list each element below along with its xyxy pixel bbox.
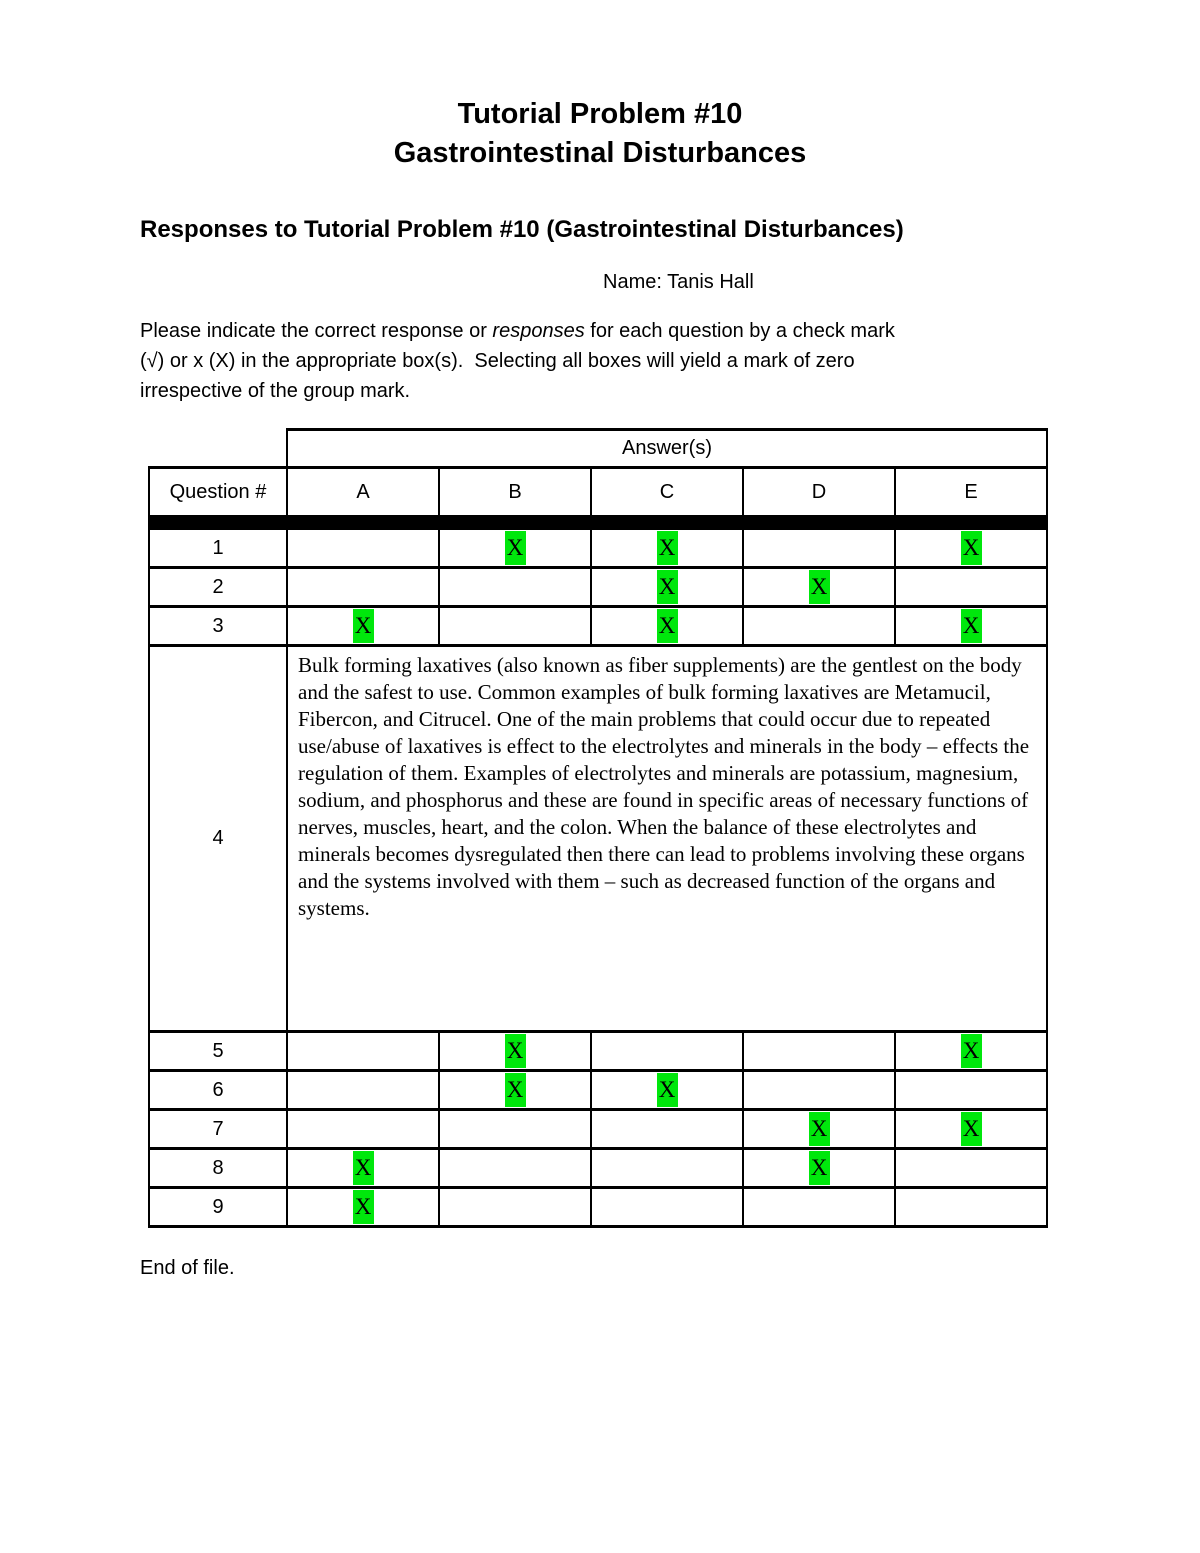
answer-cell-2-c <box>591 568 743 607</box>
title-line-1: Tutorial Problem #10 <box>457 98 743 130</box>
x-mark: X <box>657 609 678 643</box>
answer-cell-5-b <box>439 1032 591 1071</box>
answer-cell-9-e <box>895 1188 1047 1227</box>
instructions-line-3: irrespective of the group mark. <box>140 380 411 402</box>
column-header-e: E <box>895 468 1047 517</box>
answer-cell-6-b <box>439 1071 591 1110</box>
answer-cell-9-b <box>439 1188 591 1227</box>
answer-cell-1-a <box>287 529 439 568</box>
question-number-cell: 5 <box>149 1032 287 1071</box>
question-number-cell: 1 <box>149 529 287 568</box>
document-title <box>140 95 1060 173</box>
column-header-d: D <box>743 468 895 517</box>
table-row <box>149 1110 1047 1149</box>
instructions-text: Please indicate the correct response or <box>140 320 493 342</box>
table-row <box>149 1188 1047 1227</box>
end-of-file-note: End of file. <box>140 1257 235 1279</box>
answer-cell-5-e <box>895 1032 1047 1071</box>
answer-cell-9-c <box>591 1188 743 1227</box>
x-mark: X <box>809 1151 830 1185</box>
column-header-b: B <box>439 468 591 517</box>
answer-cell-3-e <box>895 607 1047 646</box>
column-header-row <box>149 468 1047 517</box>
instructions-paragraph <box>140 316 1060 406</box>
separator-cell <box>287 517 439 529</box>
answer-cell-3-d <box>743 607 895 646</box>
separator-cell <box>149 517 287 529</box>
answer-cell-3-b <box>439 607 591 646</box>
question-number-cell: 8 <box>149 1149 287 1188</box>
question-column-header: Question # <box>149 468 287 517</box>
question-number-cell: 3 <box>149 607 287 646</box>
table-corner-spacer <box>149 430 287 468</box>
separator-cell <box>743 517 895 529</box>
instructions-italic-word: responses <box>492 320 585 342</box>
x-mark: X <box>353 609 374 643</box>
answer-cell-3-c <box>591 607 743 646</box>
x-mark: X <box>961 1034 982 1068</box>
question-number-cell: 2 <box>149 568 287 607</box>
answer-cell-2-e <box>895 568 1047 607</box>
table-row <box>149 568 1047 607</box>
x-mark: X <box>657 531 678 565</box>
answer-cell-6-d <box>743 1071 895 1110</box>
x-mark: X <box>809 1112 830 1146</box>
answers-group-header: Answer(s) <box>287 430 1047 468</box>
answer-cell-8-a <box>287 1149 439 1188</box>
x-mark: X <box>657 1073 678 1107</box>
answer-cell-3-a <box>287 607 439 646</box>
table-row <box>149 1032 1047 1071</box>
x-mark: X <box>353 1151 374 1185</box>
answer-cell-5-a <box>287 1032 439 1071</box>
table-row <box>149 607 1047 646</box>
instructions-text: for each question by a check mark <box>584 320 895 342</box>
answer-cell-7-c <box>591 1110 743 1149</box>
answer-cell-8-d <box>743 1149 895 1188</box>
question-number-cell: 7 <box>149 1110 287 1149</box>
x-mark: X <box>961 531 982 565</box>
x-mark: X <box>505 1073 526 1107</box>
x-mark: X <box>353 1190 374 1224</box>
name-line <box>140 270 1060 294</box>
answer-cell-2-b <box>439 568 591 607</box>
answer-cell-9-d <box>743 1188 895 1227</box>
separator-band-row <box>149 517 1047 529</box>
answer-cell-6-a <box>287 1071 439 1110</box>
question-number-cell: 4 <box>149 646 287 1032</box>
separator-cell <box>895 517 1047 529</box>
answer-cell-1-b <box>439 529 591 568</box>
table-row <box>149 1071 1047 1110</box>
table-row <box>149 529 1047 568</box>
answer-cell-1-e <box>895 529 1047 568</box>
title-line-2: Gastrointestinal Disturbances <box>393 137 807 169</box>
question-response-text: Bulk forming laxatives (also known as fiber supplements) are the gentlest on the body and the safest to use. Common examples of bulk forming laxatives are Metamucil, Fibercon, and Citrucel. One of the main problems that could occur due to repeated use/abuse of laxatives is effect to the electrolytes and minerals in the body – effects the regulation of them. Examples of electrolytes and minerals are potassium, magnesium, sodium, and phosphorus and these are found in specific areas of necessary functions of nerves, muscles, heart, and the colon. When the balance of these electrolytes and minerals becomes dysregulated then there can lead to problems involving these organs and the systems involved with them – such as decreased function of the organs and systems. <box>287 646 1047 1032</box>
table-body <box>149 529 1047 1227</box>
x-mark: X <box>809 570 830 604</box>
answer-cell-1-c <box>591 529 743 568</box>
answer-cell-8-b <box>439 1149 591 1188</box>
question-number-cell: 9 <box>149 1188 287 1227</box>
answer-cell-7-d <box>743 1110 895 1149</box>
x-mark: X <box>505 531 526 565</box>
answer-cell-6-e <box>895 1071 1047 1110</box>
table-row <box>149 646 1047 1032</box>
answer-cell-5-d <box>743 1032 895 1071</box>
question-number-cell: 6 <box>149 1071 287 1110</box>
answer-cell-8-e <box>895 1149 1047 1188</box>
answer-cell-8-c <box>591 1149 743 1188</box>
name-value: Name: Tanis Hall <box>603 271 754 293</box>
column-header-c: C <box>591 468 743 517</box>
answer-cell-6-c <box>591 1071 743 1110</box>
answer-cell-7-e <box>895 1110 1047 1149</box>
answer-cell-5-c <box>591 1032 743 1071</box>
x-mark: X <box>657 570 678 604</box>
separator-cell <box>439 517 591 529</box>
answer-cell-2-a <box>287 568 439 607</box>
answer-cell-7-b <box>439 1110 591 1149</box>
column-header-a: A <box>287 468 439 517</box>
answers-table <box>148 428 1048 1228</box>
answer-cell-1-d <box>743 529 895 568</box>
x-mark: X <box>961 609 982 643</box>
answer-cell-7-a <box>287 1110 439 1149</box>
instructions-line-1 <box>140 316 1060 346</box>
answer-cell-9-a <box>287 1188 439 1227</box>
answer-cell-2-d <box>743 568 895 607</box>
x-mark: X <box>505 1034 526 1068</box>
table-row <box>149 1149 1047 1188</box>
x-mark: X <box>961 1112 982 1146</box>
answers-header-row <box>149 430 1047 468</box>
instructions-line-2: (√) or x (X) in the appropriate box(s). Selecting all boxes will yield a mark of zero <box>140 350 855 372</box>
section-heading: Responses to Tutorial Problem #10 (Gastrointestinal Disturbances) <box>140 216 904 243</box>
separator-cell <box>591 517 743 529</box>
